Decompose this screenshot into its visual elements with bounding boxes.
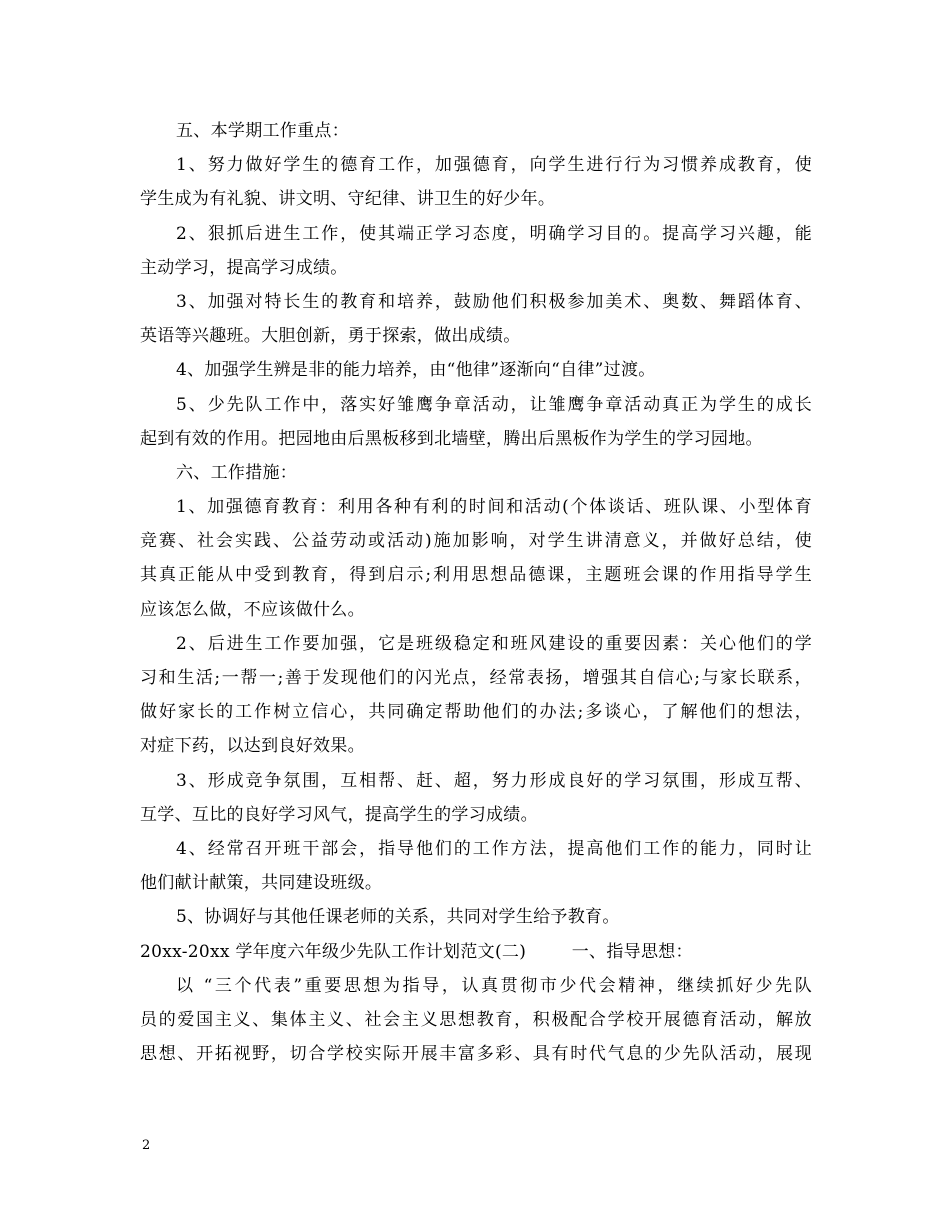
text-line: 学生成为有礼貌、讲文明、守纪律、讲卫生的好少年。 <box>140 189 556 210</box>
document-body <box>140 114 812 1071</box>
text-line: 其真正能从中受到教育，得到启示;利用思想品德课，主题班会课的作用指导学生 <box>140 565 812 586</box>
text-line: 英语等兴趣班。大胆创新，勇于探索，做出成绩。 <box>140 326 521 347</box>
text-line: 对症下药，以达到良好效果。 <box>140 736 365 757</box>
text-line: 1、加强德育教育：利用各种有利的时间和活动(个体谈话、班队课、小型体育 <box>176 497 812 518</box>
text-line: 2、后进生工作要加强，它是班级稳定和班风建设的重要因素：关心他们的学 <box>176 633 812 654</box>
text-line: 2、狠抓后进生工作，使其端正学习态度，明确学习目的。提高学习兴趣，能 <box>176 223 812 244</box>
text-line: 应该怎么做，不应该做什么。 <box>140 599 365 620</box>
page-number: 2 <box>142 1138 151 1153</box>
text-line: 互学、互比的良好学习风气，提高学生的学习成绩。 <box>140 804 538 825</box>
text-line: 思想、开拓视野，切合学校实际开展丰富多彩、具有时代气息的少先队活动，展现 <box>140 1044 812 1065</box>
text-line: 4、加强学生辨是非的能力培养，由“他律”逐渐向“自律”过渡。 <box>176 360 656 381</box>
text-line: 3、形成竞争氛围，互相帮、赶、超，努力形成良好的学习氛围，形成互帮、 <box>176 770 812 791</box>
text-line: 以 “三个代表”重要思想为指导，认真贯彻市少代会精神，继续抓好少先队 <box>176 975 812 996</box>
text-line: 员的爱国主义、集体主义、社会主义思想教育，积极配合学校开展德育活动，解放 <box>140 1009 812 1030</box>
section-heading: 五、本学期工作重点： <box>176 121 349 141</box>
text-line: 5、协调好与其他任课老师的关系，共同对学生给予教育。 <box>176 907 620 928</box>
text-line: 主动学习，提高学习成绩。 <box>140 257 348 278</box>
document-subtitle-line: 20xx-20xx 学年度六年级少先队工作计划范文(二) 一、指导思想： <box>140 941 693 962</box>
text-line: 习和生活;一帮一;善于发现他们的闪光点，经常表扬，增强其自信心;与家长联系， <box>140 668 812 688</box>
text-line: 做好家长的工作树立信心，共同确定帮助他们的办法;多谈心，了解他们的想法， <box>140 702 812 723</box>
text-line: 他们献计献策，共同建设班级。 <box>140 873 383 894</box>
section-heading: 六、工作措施： <box>176 462 298 483</box>
text-line: 起到有效的作用。把园地由后黑板移到北墙壁，腾出后黑板作为学生的学习园地。 <box>140 428 763 449</box>
text-line: 3、加强对特长生的教育和培养，鼓励他们积极参加美术、奥数、舞蹈体育、 <box>176 291 812 312</box>
text-line: 1、努力做好学生的德育工作，加强德育，向学生进行行为习惯养成教育，使 <box>176 155 812 176</box>
text-line: 竞赛、社会实践、公益劳动或活动)施加影响，对学生讲清意义，并做好总结，使 <box>140 531 812 552</box>
text-line: 4、经常召开班干部会，指导他们的工作方法，提高他们工作的能力，同时让 <box>176 838 812 859</box>
text-line: 5、少先队工作中，落实好雏鹰争章活动，让雏鹰争章活动真正为学生的成长 <box>176 394 812 415</box>
